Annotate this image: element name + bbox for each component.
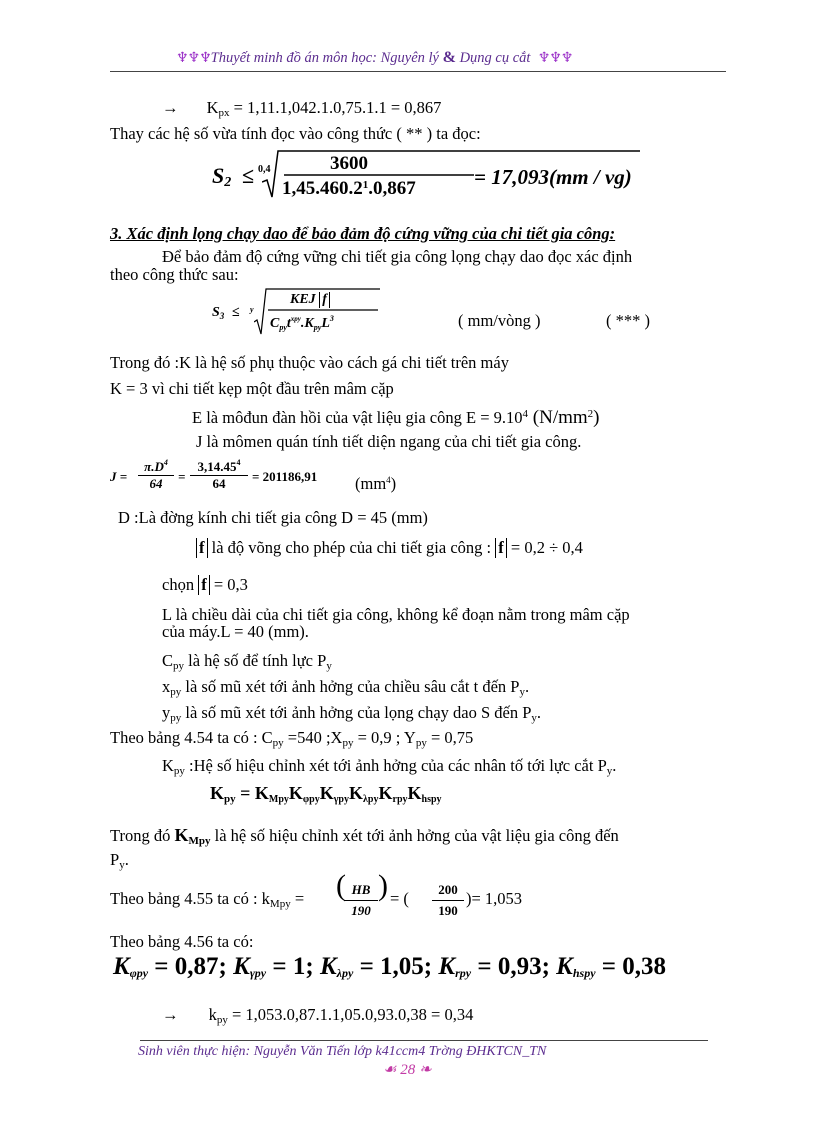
t454-b: =540 ;X [283,728,343,747]
ypy-definition [162,703,541,728]
s2-numerator: 3600 [330,153,368,174]
j-f2-den: 64 [212,476,226,491]
ypy-symbol: y [162,703,171,722]
kpy-def-p-sub: y [606,765,613,777]
kpy-def-sub: py [173,765,185,777]
s2-lhs [212,163,231,191]
kmpy-definition-line1 [110,825,619,851]
cpy-symbol: C [162,651,174,670]
s3-unit: ( mm/vòng ) [458,311,541,330]
cpy-definition [162,651,332,676]
s3-num-f: f [319,292,330,308]
kmpy-period: . [124,850,129,869]
kmpy-k: K [174,825,189,845]
s2-leq: ≤ [242,163,255,188]
s3-den-t: t [286,316,291,331]
e-unit: (N/mm [528,407,588,428]
cpy-sub: py [173,660,185,672]
big-v2: = 1; [266,953,320,980]
para1-line2: theo công thức sau: [110,265,239,284]
page-header [176,49,572,67]
big-k5: K [556,953,573,980]
para1-line1: Để bảo đảm độ cứng vững chi tiết gia công lọng chạy dao đọc xác định [162,247,633,266]
s3-lhs [212,305,224,321]
t455-paren-open: ( [336,869,346,902]
table-456-line: Theo bảng 4.56 ta có: [110,932,254,951]
t455-c: = ( [390,889,409,908]
ypy-p-sub: y [531,712,537,724]
kpx-line [162,98,441,123]
kpy-calc-value: = 1,053.0,87.1.1,05.0,93.0,38 = 0,34 [227,1005,474,1024]
kpy-def-symbol: K [162,756,174,775]
kpy-calc-k: k [208,1005,217,1024]
l-definition-line2: của máy.L = 40 (mm). [162,622,309,641]
big-s2: γpy [249,966,267,980]
s3-numerator [290,292,330,308]
s3-sub: 3 [219,311,225,321]
big-v3: = 1,05; [353,953,439,980]
arrow-icon: → [162,98,179,117]
page-number-value: 28 [400,1062,416,1078]
table-454-line [110,728,473,753]
s3-symbol: S [212,305,220,320]
e-unit-sup: 2 [587,408,594,420]
j-f1-num-main: π.D [144,459,164,474]
kpy-f-k: K [210,783,225,803]
xpy-p-sub: y [519,686,525,698]
t455-prefix [110,889,304,914]
kpy-def-period: . [612,756,617,775]
big-k4: K [438,953,456,980]
kpy-f-k4: K [349,783,364,803]
ypy-text: là số mũ xét tới ảnh hởng của lọng chạy dao S đến P [181,703,532,722]
s3-den-l: L [321,316,330,331]
kmpy-b: là hệ số hiệu chỉnh xét tới ảnh hởng của vật liệu gia công đến [210,826,619,845]
j-fraction-2 [190,458,248,492]
k-coefficients-formula [113,953,666,981]
t455-190: 190 [351,903,371,918]
kpy-calculation [162,1005,473,1030]
j-f2-num [190,458,248,476]
s3-den-t-sup: xpy [290,315,301,323]
j-lhs: J = [110,469,128,484]
kmpy-p: P [110,850,120,869]
big-k1: K [113,953,130,980]
s2-root-index: 0,4 [258,164,271,175]
big-v1: = 0,87; [148,953,234,980]
kpx-sub: px [218,107,230,119]
kpy-f-s1: Mpy [268,794,289,805]
s3-leq: ≤ [232,305,240,320]
e-unit-close: ) [593,407,600,428]
f-definition [196,538,583,558]
footer-rule [140,1040,708,1041]
j-fraction-1 [138,458,174,492]
header-left-ornament: ♆♆♆ [176,51,211,66]
e-sup: 4 [522,408,529,420]
s3-denominator: $C_{py}t^{xpy}.K_{py}L^3$ [270,314,334,332]
t455-sub: Mpy [269,898,291,910]
j-f1-num [138,458,174,476]
t454-sub2: py [342,737,354,749]
s3-den-c-sub: py [279,323,287,332]
s3-num-kej: KEJ [290,292,316,307]
l-definition-line1: L là chiều dài của chi tiết gia công, không kể đoạn nằm trong mâm cặp [162,605,630,624]
j-f2-num-main: 3,14.45 [197,459,237,474]
j-unit-text: (mm [355,474,387,493]
j-f1-num-sup: 4 [163,458,168,467]
kpy-f-k2: K [288,783,303,803]
arrow-icon-2: → [162,1005,179,1024]
kpy-def-text: :Hệ số hiệu chỉnh xét tới ảnh hởng của các nhân tố tới lực cắt P [184,756,607,775]
t454-a: Theo bảng 4.54 ta có : C [110,728,273,747]
chon-line [162,575,248,595]
t455-fraction-1 [344,880,378,921]
page-left-ornament: ☙ [383,1062,397,1078]
f-range: = 0,2 ÷ 0,4 [506,538,583,557]
kpx-value: = 1,11.1,042.1.0,75.1.1 = 0,867 [229,98,442,117]
s2-den-tail: .0,867 [368,178,416,199]
page-footer-text: Sinh viên thực hiện: Nguyễn Văn Tiến lớp k41ccm4 Trờng ĐHKTCN_TN [138,1044,547,1059]
chon-f-symbol: f [198,575,210,595]
t455-hb: HB [344,880,378,901]
kpy-f-k5: K [378,783,393,803]
xpy-definition [162,677,529,702]
s2-den-sup: 1 [362,179,369,191]
f-symbol: f [196,538,208,558]
big-s4: rpy [455,966,472,980]
s3-equation-tag: ( *** ) [606,311,650,330]
kpx-symbol: K [206,98,219,117]
t455-a: Theo bảng 4.55 ta có : k [110,889,270,908]
j-unit-close: ) [390,474,397,493]
kpy-f-k6: K [407,783,422,803]
kpy-f-s4: λpy [363,794,379,805]
s3-den-l-sup: 3 [329,314,334,323]
k-definition: Trong đó :K là hệ số phụ thuộc vào cách gá chi tiết trên máy [110,353,509,372]
j-unit [355,470,396,494]
t454-sub3: py [415,737,427,749]
kpy-f-s3: γpy [333,794,349,805]
s2-result: = 17,093(mm / vg) [474,165,632,189]
kmpy-a: Trong đó [110,826,175,845]
kpy-f-s2: φpy [302,794,320,805]
big-v5: = 0,38 [595,953,667,980]
t454-c: = 0,9 ; Y [353,728,416,747]
s2-sub: 2 [224,175,232,190]
j-definition: J là mômen quán tính tiết diện ngang của chi tiết gia công. [196,432,582,451]
chon-value: = 0,3 [209,575,248,594]
kpy-calc-sub: py [216,1014,228,1026]
e-definition [192,404,599,428]
s2-denominator [282,178,416,200]
t455-200: 200 [432,880,464,901]
kmpy-definition-line2 [110,850,129,875]
kpy-f-sub: py [224,793,236,805]
f-def-text: là độ võng cho phép của chi tiết gia công : [207,538,496,557]
xpy-symbol: x [162,677,171,696]
kmpy-p-sub: y [119,859,125,871]
big-k2: K [233,953,250,980]
kpy-definition [162,756,616,781]
e-def-text: E là môđun đàn hồi của vật liệu gia công E = 9.10 [192,408,523,427]
f-symbol-2: f [495,538,507,558]
header-title-part1: Thuyết minh đồ án môn học: Nguyên lý [210,50,443,66]
t455-paren-close: ) [378,869,388,902]
s2-symbol: S [212,163,225,188]
kpy-f-s5: rpy [392,794,408,805]
j-result: = 201186,91 [252,469,318,484]
d-definition: D :Là đờng kính chi tiết gia công D = 45 (mm) [118,508,428,527]
xpy-period: . [524,677,530,696]
ypy-period: . [536,703,542,722]
big-k3: K [319,953,337,980]
kpy-f-s6: hspy [421,794,442,805]
kpy-product-formula [210,783,442,805]
header-ampersand: & [442,49,456,66]
cpy-text: là hệ số để tính lực P [184,651,327,670]
big-s5: hspy [572,966,596,980]
kpy-f-k3: K [319,783,334,803]
t455-fraction-2 [432,880,464,921]
kmpy-sub: Mpy [188,835,211,847]
j-eq: = [178,469,186,484]
s3-den-c: C [270,316,280,331]
t454-sub1: py [272,737,284,749]
j-f2-num-sup: 4 [236,458,241,467]
t454-d: = 0,75 [426,728,474,747]
page-right-ornament: ❧ [418,1062,432,1078]
big-s3: λpy [336,966,354,980]
j-unit-sup: 4 [386,475,391,485]
k-value: K = 3 vì chi tiết kẹp một đầu trên mâm cặp [110,379,394,398]
t455-b: = [290,889,305,908]
page-number [383,1060,432,1079]
s3-den-k-sub: py [313,323,322,332]
cpy-p-sub: y [326,660,332,672]
xpy-text: là số mũ xét tới ảnh hởng của chiều sâu cắt t đến P [181,677,520,696]
header-right-ornament: ♆♆♆ [537,51,573,66]
s3-den-k: K [304,316,314,331]
s3-root-index: y [250,305,254,314]
header-title-part2: Dụng cụ cắt [455,50,531,66]
s2-den-main: 1,45.460.2 [282,178,363,199]
t455-d: )= 1,053 [466,889,523,908]
ypy-sub: py [170,712,182,724]
section-3-heading: 3. Xác định lọng chạy dao để bảo đảm độ cứng vững của chi tiết gia công: [110,224,616,243]
chon-text: chọn [162,575,199,594]
t455-190b: 190 [438,903,458,918]
big-s1: φpy [129,966,149,980]
kpy-f-eq: = K [235,783,269,803]
xpy-sub: py [170,686,182,698]
j-f1-den: 64 [149,476,163,491]
big-v4: = 0,93; [471,953,557,980]
header-rule [110,71,726,72]
substitute-text: Thay các hệ số vừa tính đọc vào công thức ( ** ) ta đọc: [110,124,481,143]
